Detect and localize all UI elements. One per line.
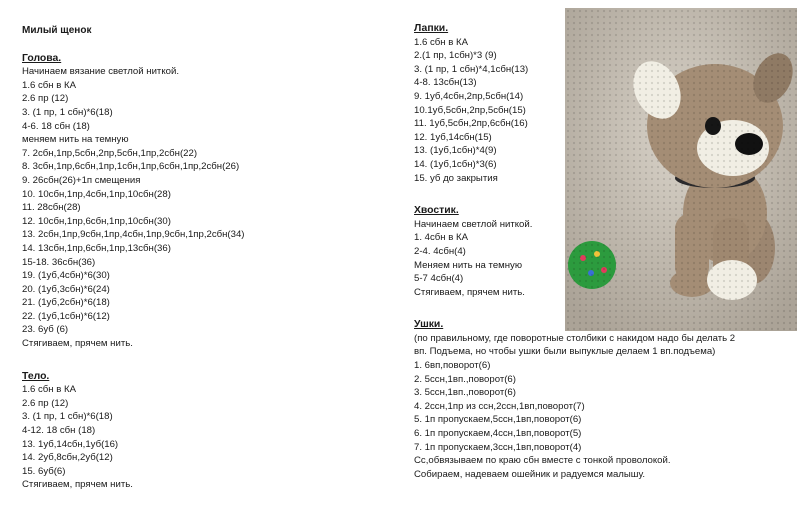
- texture-overlay: [565, 8, 797, 331]
- section-heading: Ушки.: [414, 319, 444, 331]
- instruction-line: 12. 1уб,14сбн(15): [414, 131, 492, 143]
- spacer: [22, 351, 402, 370]
- instruction-line: меняем нить на темную: [22, 134, 129, 146]
- instruction-line: 4-8. 13сбн(13): [414, 77, 477, 89]
- instruction-line: 10.1уб,5сбн,2пр,5сбн(15): [414, 104, 526, 116]
- instruction-line: 2.6 пр (12): [22, 93, 69, 105]
- section-heading: Лапки.: [414, 23, 449, 34]
- instruction-line: 3. 5ссн,1вп.,поворот(6): [414, 387, 516, 399]
- instruction-line: 13. (1уб,1сбн)*4(9): [414, 145, 497, 157]
- instruction-line: Меняем нить на темную: [414, 259, 523, 271]
- instruction-line: 4. 2ссн,1пр из ссн,2ссн,1вп,поворот(7): [414, 400, 585, 412]
- instruction-line: 7. 2сбн,1пр,5сбн,2пр,5сбн,1пр,2сбн(22): [22, 147, 198, 159]
- instruction-line: 11. 28сбн(28): [22, 202, 81, 214]
- instruction-line: 14. (1уб,1сбн)*3(6): [414, 158, 497, 170]
- instruction-line: 13. 1уб,14сбн,1уб(16): [22, 438, 119, 450]
- instruction-line: Стягиваем, прячем нить.: [22, 338, 133, 350]
- instruction-line: 1.6 сбн в КА: [22, 79, 77, 91]
- instruction-line: 1.6 сбн в КА: [414, 36, 469, 48]
- section-heading: Хвостик.: [414, 205, 459, 217]
- section-body: [22, 370, 402, 492]
- instruction-line: 12. 10сбн,1пр,6сбн,1пр,10сбн(30): [22, 215, 171, 227]
- instruction-line: 15. уб до закрытия: [414, 172, 498, 184]
- section-heading: Тело.: [22, 370, 50, 382]
- instruction-line: 13. 2сбн,1пр,9сбн,1пр,4сбн,1пр,9сбн,1пр,2сбн(34): [22, 229, 245, 241]
- instruction-line: 2.(1 пр, 1сбн)*3 (9): [414, 50, 497, 62]
- instruction-line: 9. 1уб,4сбн,2пр,5сбн(14): [414, 90, 524, 102]
- instruction-line: 10. 10сбн,1пр,4сбн,1пр,10сбн(28): [22, 188, 171, 200]
- instruction-line: 3. (1 пр, 1 сбн)*6(18): [22, 411, 113, 423]
- instruction-line: 5-7 4сбн(4): [414, 273, 464, 285]
- instruction-line: вп. Подъема, но чтобы ушки были выпуклые делаем 1 вп.подъема): [414, 346, 716, 358]
- instruction-line: Собираем, надеваем ошейник и радуемся малышу.: [414, 468, 645, 480]
- instruction-line: 15. 6уб(6): [22, 465, 66, 477]
- section-heading: Голова.: [22, 52, 62, 64]
- section-head: [22, 52, 402, 351]
- instruction-line: 21. (1уб,2сбн)*6(18): [22, 297, 110, 309]
- instruction-line: Стягиваем, прячем нить.: [414, 286, 525, 298]
- instruction-line: 2.6 пр (12): [22, 397, 69, 409]
- left-column: [22, 24, 402, 492]
- section-ears: [414, 318, 784, 481]
- instruction-line: 4-6. 18 сбн (18): [22, 120, 90, 132]
- instruction-line: Стягиваем, прячем нить.: [22, 479, 133, 491]
- instruction-line: 1. 6вп,поворот(6): [414, 360, 491, 372]
- document-title: Милый щенок: [22, 25, 92, 36]
- instruction-line: (по правильному, где поворотные столбики с накидом надо бы делать 2: [414, 332, 736, 344]
- instruction-line: 19. (1уб,4сбн)*6(30): [22, 270, 110, 282]
- instruction-line: 22. (1уб,1сбн)*6(12): [22, 310, 110, 322]
- instruction-line: 23. 6уб (6): [22, 324, 69, 336]
- puppy-photo: [565, 8, 797, 331]
- instruction-line: 14. 13сбн,1пр,6сбн,1пр,13сбн(36): [22, 242, 171, 254]
- instruction-line: 7. 1п пропускаем,3ссн,1вп,поворот(4): [414, 441, 582, 453]
- instruction-line: Начинаем вязание светлой ниткой.: [22, 66, 179, 78]
- puppy-illustration: [565, 8, 797, 331]
- instruction-line: 9. 26сбн(26)+1п смещения: [22, 174, 141, 186]
- instruction-line: 1.6 сбн в КА: [22, 384, 77, 396]
- instruction-line: 20. (1уб,3сбн)*6(24): [22, 283, 110, 295]
- instruction-line: 1. 4сбн в КА: [414, 232, 469, 244]
- instruction-line: 3. (1 пр, 1 сбн)*4,1сбн(13): [414, 63, 529, 75]
- instruction-line: 14. 2уб,8сбн,2уб(12): [22, 452, 113, 464]
- instruction-line: Сс,обвязываем по краю сбн вместе с тонкой проволокой.: [414, 455, 671, 467]
- instruction-line: 2. 5ссн,1вп.,поворот(6): [414, 373, 516, 385]
- instruction-line: 3. (1 пр, 1 сбн)*6(18): [22, 106, 113, 118]
- instruction-line: Начинаем светлой ниткой.: [414, 218, 533, 230]
- instruction-line: 4-12. 18 сбн (18): [22, 425, 96, 437]
- instruction-line: 2-4. 4сбн(4): [414, 245, 466, 257]
- instruction-line: 11. 1уб,5сбн,2пр,6сбн(16): [414, 118, 528, 130]
- instruction-line: 8. 3сбн,1пр,6сбн,1пр,1сбн,1пр,6сбн,1пр,2сбн(26): [22, 161, 240, 173]
- instruction-line: 15-18. 36сбн(36): [22, 256, 96, 268]
- instruction-line: 6. 1п пропускаем,4ссн,1вп,поворот(5): [414, 428, 582, 440]
- instruction-line: 5. 1п пропускаем,5ссн,1вп,поворот(6): [414, 414, 582, 426]
